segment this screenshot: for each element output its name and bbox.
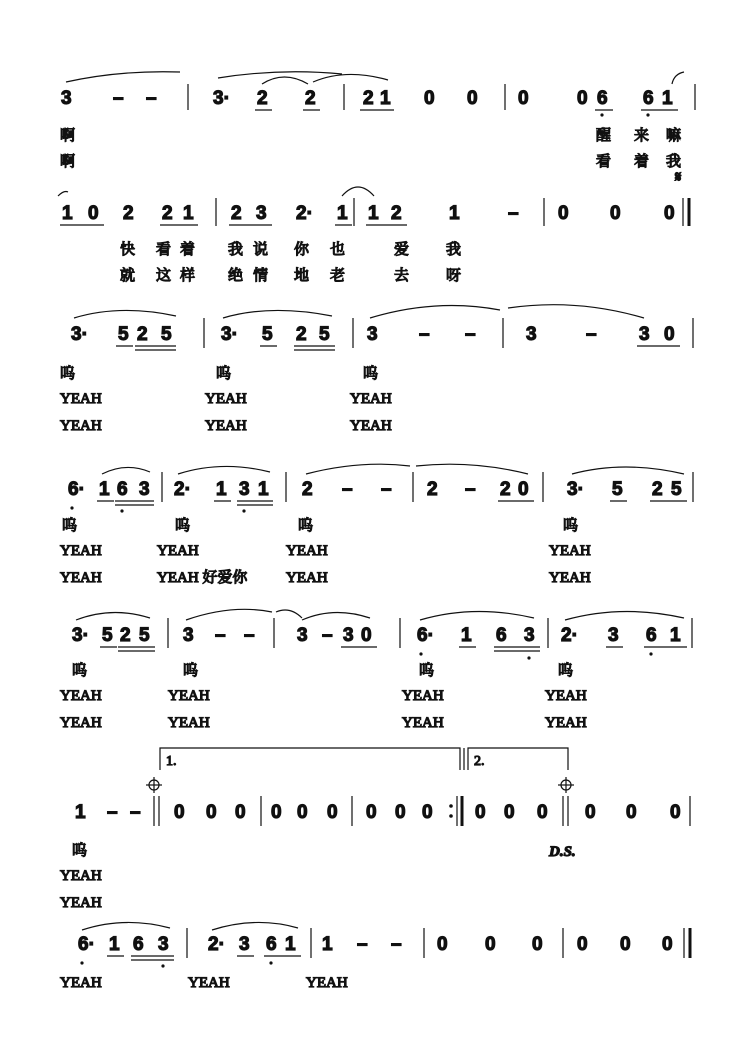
note: 6· xyxy=(78,934,95,955)
note: 2 xyxy=(137,324,148,345)
lyric: YEAH 好爱你 xyxy=(157,570,248,586)
note: 0 xyxy=(361,625,372,646)
rest-dash: – xyxy=(244,625,255,646)
note: 5 xyxy=(118,324,129,345)
note: 6· xyxy=(417,625,434,646)
lyric: YEAH xyxy=(402,688,444,704)
note: 1 xyxy=(75,802,86,823)
note: 3· xyxy=(213,88,230,109)
note: 3 xyxy=(239,934,250,955)
note: 2 xyxy=(363,88,374,109)
first-ending-label: 1. xyxy=(166,754,177,769)
note: 2 xyxy=(302,479,313,500)
note: 1 xyxy=(670,625,681,646)
lyric: YEAH xyxy=(168,715,210,731)
note: 0 xyxy=(662,934,673,955)
note: 1 xyxy=(368,203,379,224)
note: 5 xyxy=(671,479,682,500)
lyric: YEAH xyxy=(306,975,348,991)
note: 5 xyxy=(102,625,113,646)
note: 3 xyxy=(639,324,650,345)
note: 3· xyxy=(72,625,89,646)
rest-dash: – xyxy=(107,802,118,823)
note: 0 xyxy=(577,88,588,109)
lyric: 啊 xyxy=(60,152,76,170)
note: 0 xyxy=(670,802,681,823)
note: 0 xyxy=(422,802,433,823)
system-7 xyxy=(60,922,690,991)
lyric: 呜 xyxy=(563,516,579,534)
lyric: 呜 xyxy=(72,841,88,859)
note: 2 xyxy=(296,324,307,345)
lyric: YEAH xyxy=(157,543,199,559)
rest-dash: – xyxy=(465,324,476,345)
rest-dash: – xyxy=(465,479,476,500)
note: 2· xyxy=(561,625,578,646)
note: 2 xyxy=(123,203,134,224)
note: 0 xyxy=(558,203,569,224)
note: 3 xyxy=(367,324,378,345)
note: 6 xyxy=(496,625,507,646)
note: 5 xyxy=(612,479,623,500)
note: 3 xyxy=(526,324,537,345)
note: 3 xyxy=(158,934,169,955)
rest-dash: – xyxy=(130,802,141,823)
note: 3 xyxy=(256,203,267,224)
lyric: 呜 xyxy=(183,661,199,679)
lyric: 绝 xyxy=(228,266,244,284)
lyric: YEAH xyxy=(168,688,210,704)
note: 2· xyxy=(208,934,225,955)
rest-dash: – xyxy=(381,479,392,500)
lyric: 就 xyxy=(120,266,136,284)
lyric: YEAH xyxy=(545,688,587,704)
note: 2 xyxy=(162,203,173,224)
lyric: YEAH xyxy=(549,543,591,559)
note: 1 xyxy=(99,479,110,500)
lyric: 样 xyxy=(180,266,196,284)
note: 1 xyxy=(380,88,391,109)
note: 3 xyxy=(524,625,535,646)
note: 1 xyxy=(216,479,227,500)
lyric: YEAH xyxy=(60,543,102,559)
note: 6 xyxy=(643,88,654,109)
note: 6 xyxy=(133,934,144,955)
note: 2 xyxy=(427,479,438,500)
lyric: 爱 xyxy=(394,240,410,258)
note: 3 xyxy=(183,625,194,646)
lyric: YEAH xyxy=(205,391,247,407)
lyric: YEAH xyxy=(60,975,102,991)
lyric: 去 xyxy=(394,266,410,284)
lyric: 呜 xyxy=(216,364,232,382)
system-5 xyxy=(60,609,692,731)
lyric: YEAH xyxy=(60,715,102,731)
note: 0 xyxy=(620,934,631,955)
lyric: 醒 xyxy=(596,126,612,144)
note: 1 xyxy=(461,625,472,646)
rest-dash: – xyxy=(419,324,430,345)
rest-dash: – xyxy=(113,88,124,109)
note: 0 xyxy=(235,802,246,823)
lyric: 呜 xyxy=(175,516,191,534)
rest-dash: – xyxy=(586,324,597,345)
note: 3 xyxy=(297,625,308,646)
rest-dash: – xyxy=(357,934,368,955)
lyric: 我 xyxy=(446,240,462,258)
note: 0 xyxy=(577,934,588,955)
note: 3 xyxy=(61,88,72,109)
note: 0 xyxy=(366,802,377,823)
second-ending-label: 2. xyxy=(474,754,485,769)
lyric: YEAH xyxy=(350,391,392,407)
note: 6 xyxy=(266,934,277,955)
coda-icon xyxy=(146,777,162,793)
system-2 xyxy=(58,187,689,284)
note: 0 xyxy=(297,802,308,823)
note: 2 xyxy=(305,88,316,109)
note: 0 xyxy=(585,802,596,823)
rest-dash: – xyxy=(146,88,157,109)
lyric: 情 xyxy=(253,266,269,284)
lyric: YEAH xyxy=(60,570,102,586)
note: 0 xyxy=(664,324,675,345)
note: 0 xyxy=(532,934,543,955)
rest-dash: – xyxy=(391,934,402,955)
lyric: YEAH xyxy=(205,418,247,434)
lyric: 你 xyxy=(294,240,310,258)
note: 1 xyxy=(449,203,460,224)
lyric: 我 xyxy=(228,240,244,258)
lyric: 来 xyxy=(634,126,650,144)
system-6 xyxy=(60,748,690,911)
segno-sign: 𝄋 xyxy=(675,168,682,186)
lyric: YEAH xyxy=(286,570,328,586)
note: 2· xyxy=(174,479,191,500)
note: 2 xyxy=(231,203,242,224)
lyric: YEAH xyxy=(60,895,102,911)
note: 3 xyxy=(239,479,250,500)
lyric: 老 xyxy=(330,266,346,284)
note: 0 xyxy=(518,88,529,109)
note: 3· xyxy=(567,479,584,500)
note: 0 xyxy=(475,802,486,823)
note: 1 xyxy=(109,934,120,955)
lyric: 我 xyxy=(666,152,682,170)
rest-dash: – xyxy=(508,203,519,224)
lyric: 快 xyxy=(120,240,136,258)
lyric: YEAH xyxy=(549,570,591,586)
note: 0 xyxy=(504,802,515,823)
note: 0 xyxy=(327,802,338,823)
lyric: YEAH xyxy=(545,715,587,731)
note: 5 xyxy=(319,324,330,345)
rest-dash: – xyxy=(342,479,353,500)
note: 6 xyxy=(117,479,128,500)
lyric: 呀 xyxy=(446,266,462,284)
lyric: 看 xyxy=(156,240,172,258)
note: 2 xyxy=(391,203,402,224)
note: 0 xyxy=(88,203,99,224)
note: 5 xyxy=(262,324,273,345)
lyric: 看 xyxy=(596,152,612,170)
rest-dash: – xyxy=(322,625,333,646)
lyric: YEAH xyxy=(402,715,444,731)
lyric: 呜 xyxy=(62,516,78,534)
note: 3· xyxy=(71,324,88,345)
note: 5 xyxy=(161,324,172,345)
note: 0 xyxy=(437,934,448,955)
note: 0 xyxy=(174,802,185,823)
lyric: YEAH xyxy=(60,418,102,434)
note: 1 xyxy=(337,203,348,224)
note: 2 xyxy=(120,625,131,646)
coda-icon xyxy=(558,777,574,793)
rest-dash: – xyxy=(215,625,226,646)
note: 6· xyxy=(68,479,85,500)
note: 0 xyxy=(664,203,675,224)
lyric: 呜 xyxy=(558,661,574,679)
note: 2 xyxy=(257,88,268,109)
lyric: YEAH xyxy=(60,391,102,407)
note: 1 xyxy=(258,479,269,500)
note: 0 xyxy=(271,802,282,823)
lyric: YEAH xyxy=(60,868,102,884)
note: 6 xyxy=(597,88,608,109)
note: 0 xyxy=(485,934,496,955)
note: 2· xyxy=(296,203,313,224)
note: 1 xyxy=(62,203,73,224)
lyric: 说 xyxy=(253,240,269,258)
system-1 xyxy=(60,72,695,186)
note: 3 xyxy=(343,625,354,646)
lyric: YEAH xyxy=(350,418,392,434)
note: 1 xyxy=(183,203,194,224)
lyric: 呜 xyxy=(72,661,88,679)
system-4 xyxy=(60,464,693,586)
lyric: 着 xyxy=(634,152,650,170)
note: 5 xyxy=(139,625,150,646)
note: 0 xyxy=(537,802,548,823)
lyric: 嘛 xyxy=(666,126,682,144)
note: 2 xyxy=(500,479,511,500)
note: 2 xyxy=(652,479,663,500)
lyric: 呜 xyxy=(60,364,76,382)
lyric: 呜 xyxy=(298,516,314,534)
lyric: YEAH xyxy=(188,975,230,991)
note: 3 xyxy=(139,479,150,500)
first-ending-bracket xyxy=(160,748,460,770)
note: 0 xyxy=(610,203,621,224)
lyric: 呜 xyxy=(363,364,379,382)
note: 3· xyxy=(221,324,238,345)
lyric: YEAH xyxy=(60,688,102,704)
lyric: 呜 xyxy=(419,661,435,679)
lyric: 啊 xyxy=(60,126,76,144)
lyric: 也 xyxy=(330,240,346,258)
note: 0 xyxy=(395,802,406,823)
note: 6 xyxy=(646,625,657,646)
lyric: 地 xyxy=(294,266,310,284)
note: 1 xyxy=(662,88,673,109)
note: 1 xyxy=(285,934,296,955)
note: 0 xyxy=(424,88,435,109)
note: 0 xyxy=(467,88,478,109)
lyric: 这 xyxy=(156,266,172,284)
note: 0 xyxy=(206,802,217,823)
note: 3 xyxy=(608,625,619,646)
system-3 xyxy=(60,305,693,434)
lyric: 着 xyxy=(180,240,196,258)
note: 1 xyxy=(322,934,333,955)
note: 0 xyxy=(626,802,637,823)
note: 0 xyxy=(518,479,529,500)
lyric: YEAH xyxy=(286,543,328,559)
dal-segno-marking: D.S. xyxy=(549,844,576,860)
repeat-end-barline xyxy=(449,796,462,826)
